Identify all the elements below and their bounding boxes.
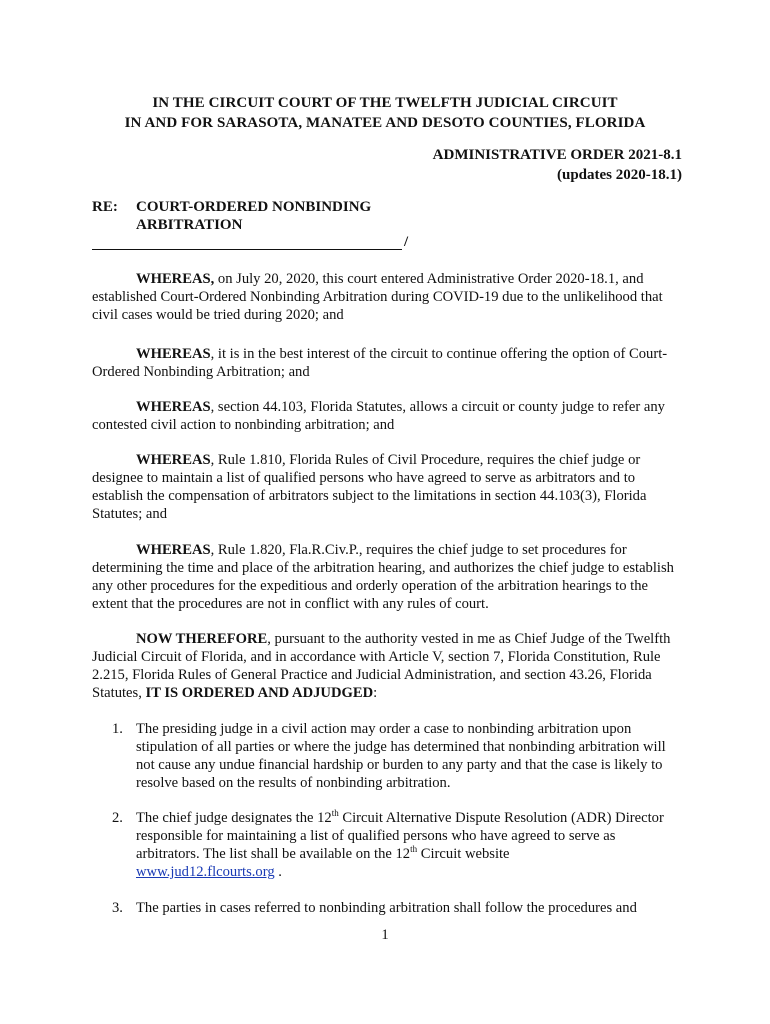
court-title-line1: IN THE CIRCUIT COURT OF THE TWELFTH JUDICIAL CIRCUIT <box>152 95 618 111</box>
whereas-lead: WHEREAS <box>136 399 211 415</box>
list-item-text: The chief judge designates the 12th Circuit Alternative Dispute Resolution (ADR) Director responsible for maintaining a list of qualified persons who have agreed to serve as arbitrators. The list shall be available on the 12th Circuit website www.jud12.flcourts.org . <box>136 808 664 880</box>
now-therefore-text: , pursuant to the authority vested in me as Chief Judge of the Twelfth Judicial Circuit of Florida, and in accordance with Article V, section 7, Florida Constitution, Rule 2.215, Florida Rules of General Practice and Judicial Administration, and section 43.26, Florida Statutes, <box>92 631 671 701</box>
whereas-paragraph <box>92 270 680 324</box>
list-item-number: 3. <box>112 900 123 916</box>
list-item-text: The parties in cases referred to nonbinding arbitration shall follow the procedures and <box>136 900 637 916</box>
now-therefore-end: : <box>373 685 378 701</box>
whereas-paragraph <box>92 541 680 613</box>
re-subject-line2: ARBITRATION <box>136 217 243 233</box>
whereas-lead: WHEREAS <box>136 542 211 558</box>
now-therefore-lead: NOW THEREFORE <box>136 631 268 647</box>
court-title <box>0 93 770 133</box>
whereas-text: , section 44.103, Florida Statutes, allows a circuit or county judge to refer any contested civil action to nonbinding arbitration; and <box>92 399 665 433</box>
whereas-paragraph <box>92 451 680 523</box>
re-subject-line1: COURT-ORDERED NONBINDING <box>136 199 372 215</box>
re-underline <box>92 233 402 250</box>
whereas-paragraph <box>92 398 680 434</box>
list-item-number: 2. <box>112 810 123 826</box>
order-number-block <box>433 145 682 185</box>
list-item-number: 1. <box>112 721 123 737</box>
whereas-lead: WHEREAS <box>136 346 211 362</box>
re-subject <box>136 198 436 234</box>
re-slash: / <box>404 234 409 250</box>
order-updates: (updates 2020-18.1) <box>556 167 682 183</box>
order-number: ADMINISTRATIVE ORDER 2021-8.1 <box>432 147 682 163</box>
ordered-adjudged: IT IS ORDERED AND ADJUDGED <box>145 685 374 701</box>
page-number: 1 <box>381 927 389 943</box>
re-label: RE: <box>92 199 118 215</box>
website-link[interactable]: www.jud12.flcourts.org <box>136 864 275 880</box>
whereas-text: , Rule 1.820, Fla.R.Civ.P., requires the chief judge to set procedures for determining the time and place of the arbitration hearing, and authorizes the chief judge to establish any other procedures for the expeditious and orderly operation of the arbitration hearings to the extent that the procedures are not in conflict with any rules of court. <box>92 542 674 612</box>
whereas-lead: WHEREAS <box>136 452 211 468</box>
court-title-line2: IN AND FOR SARASOTA, MANATEE AND DESOTO COUNTIES, FLORIDA <box>124 115 646 131</box>
whereas-text: , Rule 1.810, Florida Rules of Civil Procedure, requires the chief judge or designee to maintain a list of qualified persons who have agreed to serve as arbitrators and to establish the compensation of arbitrators subject to the limitations in section 44.103(3), Florida Statutes; and <box>92 452 647 522</box>
list-item-text: The presiding judge in a civil action may order a case to nonbinding arbitration upon stipulation of all parties or where the judge has determined that nonbinding arbitration will not cause any undue financial hardship or burden to any party and that the case is likely to resolve based on the results of nonbinding arbitration. <box>136 721 666 791</box>
whereas-text: , it is in the best interest of the circuit to continue offering the option of Court-Ordered Nonbinding Arbitration; and <box>92 346 668 380</box>
whereas-paragraph <box>92 345 680 381</box>
whereas-lead: WHEREAS, <box>136 271 215 287</box>
whereas-text: on July 20, 2020, this court entered Administrative Order 2020-18.1, and established Court-Ordered Nonbinding Arbitration during COVID-19 due to the unlikelihood that civil cases would be tried during 2020; and <box>92 271 663 323</box>
now-therefore-paragraph <box>92 630 680 702</box>
